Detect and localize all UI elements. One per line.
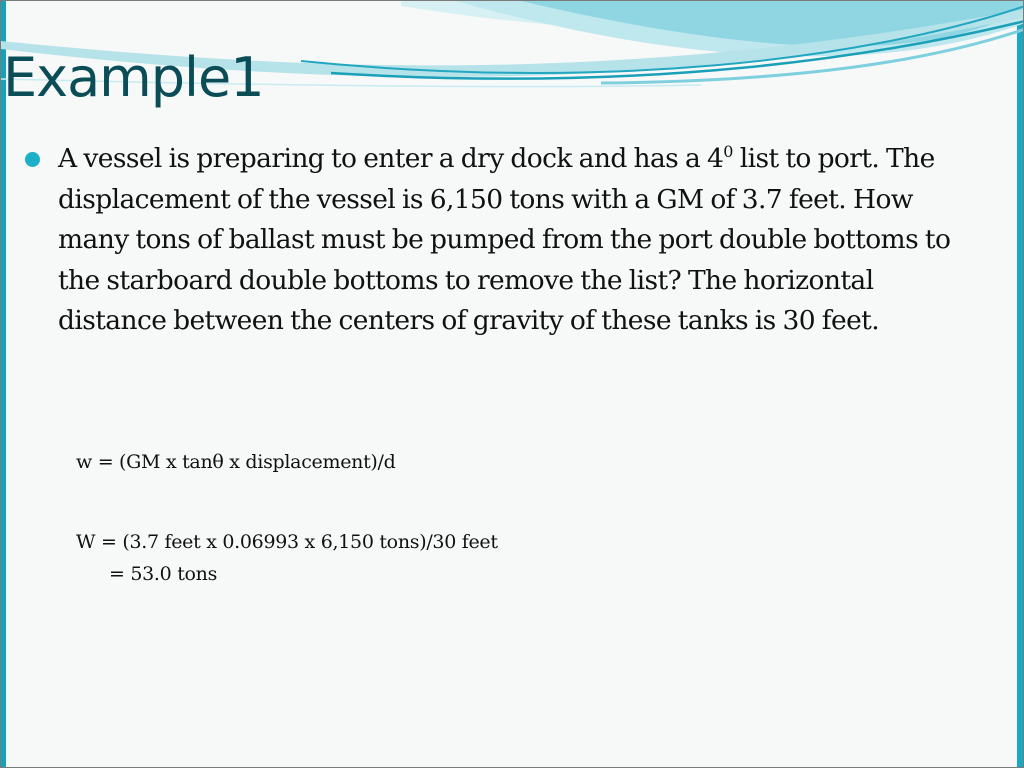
left-border-bar xyxy=(1,1,6,768)
slide-title: Example1 xyxy=(3,46,264,109)
bullet-text xyxy=(58,139,985,342)
formula-substituted: W = (3.7 feet x 0.06993 x 6,150 tons)/30 feet xyxy=(76,531,498,553)
degree-superscript: 0 xyxy=(723,142,733,162)
bullet-item xyxy=(25,139,985,342)
right-border-bar xyxy=(1017,1,1023,768)
formula-result: = 53.0 tons xyxy=(109,563,218,585)
bullet-text-part1: A vessel is preparing to enter a dry dock and has a 4 xyxy=(58,143,724,174)
bullet-dot-icon xyxy=(25,152,40,167)
bullet-text-part2: list to port. The displacement of the vessel is 6,150 tons with a GM of 3.7 feet. How many tons of ballast must be pumped from the port double bottoms to the starboard double bottoms to remove the list? The horizontal distance between the centers of gravity of these tanks is 30 feet. xyxy=(58,143,951,336)
formula-general: w = (GM x tanθ x displacement)/d xyxy=(76,451,396,473)
